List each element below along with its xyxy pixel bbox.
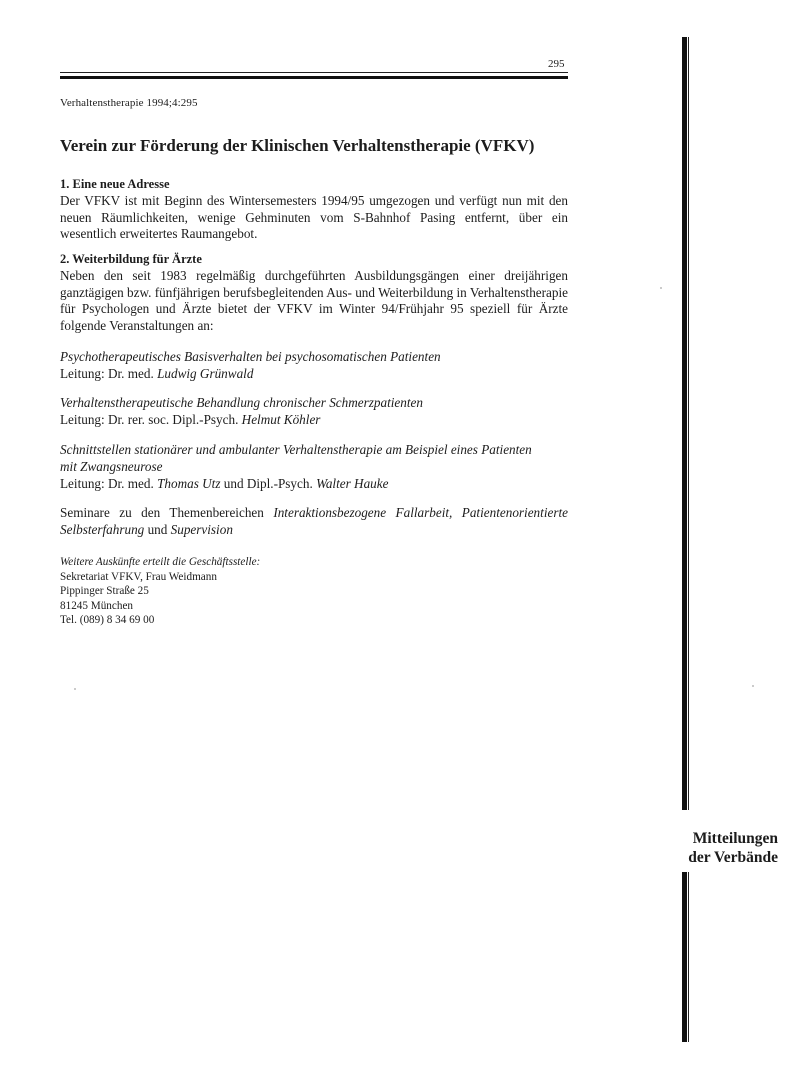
course-leader: Leitung: Dr. rer. soc. Dipl.-Psych. Helmut Köhler: [60, 411, 321, 427]
contact-intro: Weitere Auskünfte erteilt die Geschäftsstelle:: [60, 556, 261, 568]
section-training: [60, 251, 568, 335]
section-label-line1: Mitteilungen: [692, 830, 778, 847]
section-label: [688, 829, 778, 867]
contact-line: Pippinger Straße 25: [60, 585, 149, 598]
course-item: [60, 442, 540, 492]
course-item: [60, 349, 568, 383]
section-heading: 1. Eine neue Adresse: [60, 177, 170, 191]
contact-line: 81245 München: [60, 599, 134, 612]
course-leader: Leitung: Dr. med. Thomas Utz und Dipl.-Psych. Walter Hauke: [60, 475, 389, 491]
header-rule-thick: [60, 76, 568, 79]
journal-citation: Verhaltenstherapie 1994;4:295: [60, 97, 198, 109]
sidebar-bar-upper-thin: [688, 37, 689, 810]
contact-block: [60, 555, 568, 628]
section-label-line2: der Verbände: [688, 849, 778, 866]
scan-speck: [74, 688, 76, 690]
seminars-paragraph: Seminare zu den Themenbereichen Interaktionsbezogene Fallarbeit, Patientenorientierte Selbsterfahrung und Supervision: [60, 505, 568, 537]
header-rule-thin: [60, 72, 568, 73]
course-title: Schnittstellen stationärer und ambulanter Verhaltenstherapie am Beispiel eines Patienten mit Zwangsneurose: [60, 442, 532, 474]
contact-line: Sekretariat VFKV, Frau Weidmann: [60, 570, 217, 583]
sidebar-bar-upper: [682, 37, 687, 810]
course-item: [60, 395, 568, 429]
course-title: Verhaltenstherapeutische Behandlung chronischer Schmerzpatienten: [60, 395, 423, 410]
article-title: Verein zur Förderung der Klinischen Verhaltenstherapie (VFKV): [60, 136, 535, 155]
scan-speck: [660, 287, 662, 289]
page-number: 295: [548, 58, 565, 70]
section-body: Neben den seit 1983 regelmäßig durchgeführten Ausbildungsgängen einer dreijährigen ganztägigen bzw. fünfjährigen berufsbegleitenden Aus- und Weiterbildung in Verhaltenstherapie für Psychologen und Ärzte bietet der VFKV im Winter 94/Frühjahr 95 speziell für Ärzte folgende Veranstaltungen an:: [60, 267, 568, 334]
section-body: Der VFKV ist mit Beginn des Wintersemesters 1994/95 umgezogen und verfügt nun mit den neuen Räumlichkeiten, wenige Gehminuten vom S-Bahnhof Pasing entfernt, über ein wesentlich erweitertes Raumangebot.: [60, 192, 568, 242]
sidebar-bar-lower-thin: [688, 872, 689, 1042]
sidebar-bar-lower: [682, 872, 687, 1042]
scan-speck: [752, 685, 754, 687]
section-heading: 2. Weiterbildung für Ärzte: [60, 252, 202, 266]
section-new-address: [60, 176, 568, 243]
course-title: Psychotherapeutisches Basisverhalten bei psychosomatischen Patienten: [60, 349, 441, 364]
contact-line: Tel. (089) 8 34 69 00: [60, 614, 155, 627]
course-leader: Leitung: Dr. med. Ludwig Grünwald: [60, 365, 254, 381]
